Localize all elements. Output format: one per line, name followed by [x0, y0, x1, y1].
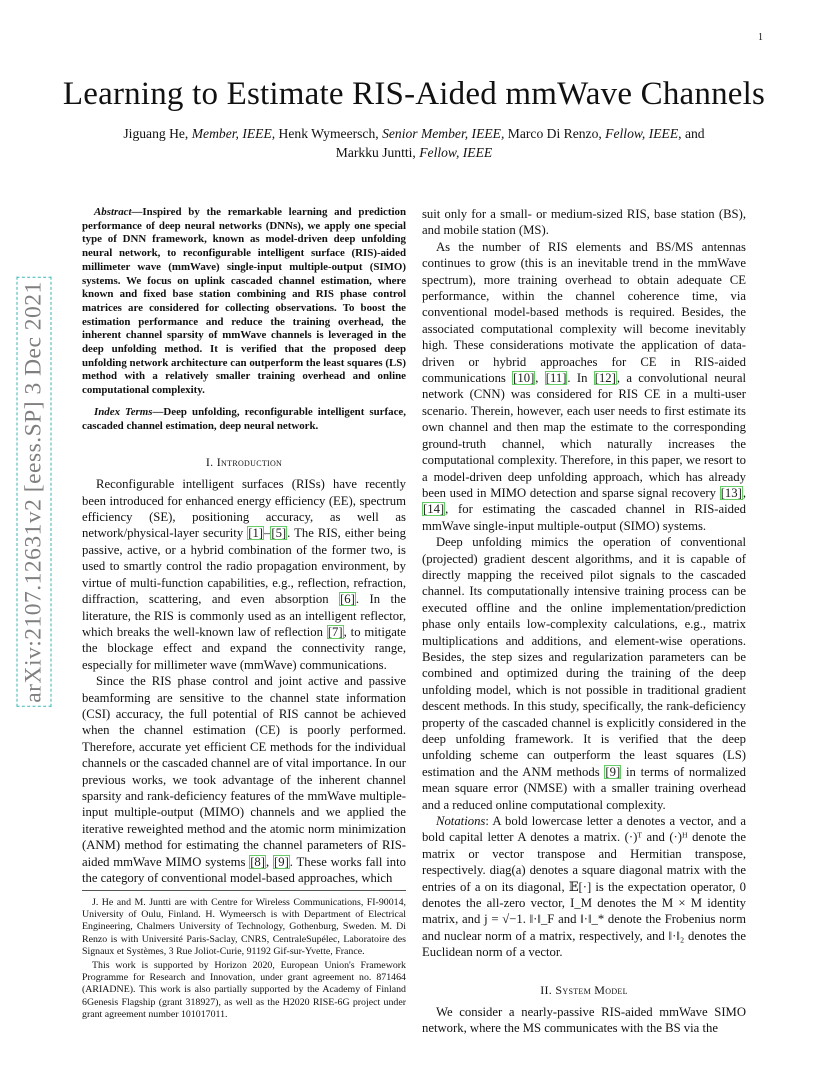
- body-text: . These works fall into the category of conventional model-based approaches, which: [82, 854, 406, 885]
- section-number: II.: [540, 982, 556, 997]
- citation-link[interactable]: [5]: [271, 526, 287, 541]
- author-role: Fellow, IEEE: [605, 126, 679, 141]
- section-heading-system-model: [422, 983, 746, 998]
- body-text: . The RIS, either being passive, active, or a hybrid combination of the former two, is used to smartly control the radio propagation environment, by virtue of multi-function capabilities, e.g., reflection, refraction, diffraction, scattering, and even absorption: [82, 526, 406, 607]
- author-separator: , and: [678, 126, 705, 141]
- citation-link[interactable]: [8]: [250, 854, 265, 869]
- intro-paragraph-2: [82, 673, 406, 886]
- citation-link[interactable]: [11]: [545, 371, 567, 386]
- citation-link[interactable]: [13]: [720, 485, 742, 500]
- author-name: Marco Di Renzo,: [504, 126, 606, 141]
- section-heading-introduction: [82, 455, 406, 470]
- author-list: [80, 124, 748, 162]
- citation-link[interactable]: [7]: [327, 624, 343, 639]
- right-column: [422, 206, 746, 1037]
- paper-title: Learning to Estimate RIS-Aided mmWave Channels: [62, 76, 766, 112]
- section-title: System Model: [555, 982, 628, 997]
- citation-link[interactable]: [9]: [274, 854, 289, 869]
- page-number: 1: [758, 32, 763, 43]
- abstract-text: —Inspired by the remarkable learning and prediction performance of deep neural networks (DNNs), we apply one special type of DNN framework, known as model-driven deep unfolding neural network, to reconfigurable intelligent surface (RIS)-aided millimeter wave (mmWave) single-input multiple-output (SIMO) systems. We focus on uplink cascaded channel estimation, where known and fixed base station combining and RIS phase control matrices are considered for collecting observations. To boost the estimation performance and reduce the training overhead, the inherent channel sparsity of mmWave channels is leveraged in the deep unfolding method. It is verified that the proposed deep unfolding network architecture can outperform the least squares (LS) method with a relatively smaller training overhead and online computational complexity.: [82, 206, 406, 397]
- arxiv-stamp[interactable]: arXiv:2107.12631v2 [eess.SP] 3 Dec 2021: [20, 281, 47, 703]
- author-role: Member, IEEE,: [191, 126, 276, 141]
- abstract: [82, 206, 406, 398]
- citation-link[interactable]: [1]: [248, 526, 264, 541]
- abstract-label: Abstract: [94, 206, 132, 218]
- body-text: ,: [742, 485, 746, 500]
- author-line-1: [80, 124, 748, 143]
- deep-unfolding-paragraph: [422, 534, 746, 813]
- notations-paragraph: [422, 813, 746, 961]
- body-text: Reconfigurable intelligent surfaces (RISs) have recently been introduced for enhanced energy efficiency (EE), spectrum efficiency (SE), positioning accuracy, as well as network/physical-layer security: [82, 477, 406, 541]
- left-column: [82, 206, 406, 886]
- author-line-2: [80, 143, 748, 162]
- footnote-affiliations: J. He and M. Juntti are with Centre for Wireless Communications, FI-90014, University of Oulu, Finland. H. Wymeersch is with Department of Electrical Engineering, Chalmers University of Technology, Gothenburg, Sweden. M. Di Renzo is with Université Paris-Saclay, CNRS, CentraleSupélec, Laboratoire des Signaux et Systèmes, 3 Rue Joliot-Curie, 91192 Gif-sur-Yvette, France.: [82, 897, 406, 957]
- author-name: Jiguang He,: [123, 126, 192, 141]
- body-text: –: [264, 526, 271, 541]
- continued-paragraph: suit only for a small- or medium-sized RIS, base station (BS), and mobile station (MS).: [422, 207, 746, 238]
- index-terms: [82, 406, 406, 433]
- system-model-paragraph: We consider a nearly-passive RIS-aided mmWave SIMO network, where the MS communicates with the BS via the: [422, 1004, 746, 1036]
- notations-text: : A bold lowercase letter a denotes a vector, and a bold capital letter A denotes a matrix. (·)ᵀ and (·)ᴴ denote the matrix or vector transpose and Hermitian transpose, respectively. diag(a) denotes a square diagonal matrix with the entries of a on its diagonal, 𝔼[·] is the expectation operator, 0 denotes the all-zero vector, I_M denotes the M × M identity matrix, and j = √−1. ‖·‖_F and ‖·‖_* denote the Frobenius norm and nuclear norm of a matrix, respectively, and ‖·‖₂ denotes the Euclidean norm of a vector.: [422, 814, 746, 960]
- body-text: Since the RIS phase control and joint active and passive beamforming are sensitive to the channel state information (CSI) accuracy, the full potential of RIS cannot be achieved when the channel estimation (CE) is poorly performed. Therefore, accurate yet efficient CE methods for the individual channels or the cascaded channel are of vital importance. In our previous works, we took advantage of the inherent channel sparsity and rank-deficiency features of the mmWave multiple-input multiple-output (MIMO) channels and we applied the iterative reweighted method and the atomic norm minimization (ANM) method for estimating the channel parameters of RIS-aided mmWave MIMO systems: [82, 674, 406, 869]
- notations-label: Notations: [436, 814, 486, 829]
- body-text: . In: [567, 371, 594, 386]
- index-terms-label: Index Terms: [94, 405, 153, 418]
- citation-link[interactable]: [12]: [594, 371, 616, 386]
- body-text: ,: [535, 371, 545, 386]
- author-name: Markku Juntti,: [335, 145, 420, 160]
- body-text: , for estimating the cascaded channel in RIS-aided mmWave single-input multiple-output (SIMO) systems.: [422, 502, 746, 533]
- section-title: Introduction: [216, 455, 283, 470]
- body-text: Deep unfolding mimics the operation of conventional (projected) gradient descent algorithms, and it is capable of directly mapping the received pilot signals to the cascaded channel. Its computationally intensive training process can be executed offline and the online implementation/prediction phase only entails low-complexity calculations, e.g., matrix multiplications and additions, and element-wise operations. Besides, the step sizes and regularization parameters can be combined and optimized during the training of the deep unfolding model, which is not possible in traditional gradient descent methods. In this study, specifically, the rank-deficiency property of the cascaded channel is explicitly considered in the deep unfolding framework. It is verified that the deep unfolding scheme can outperform the least squares (LS) estimation and the ANM methods: [422, 535, 746, 779]
- author-role: Senior Member, IEEE,: [382, 126, 505, 141]
- body-text: , to mitigate the blockage effect and expand the connectivity range, especially for millimeter wave (mmWave) communications.: [82, 624, 406, 672]
- citation-link[interactable]: [9]: [605, 764, 621, 779]
- author-name: Henk Wymeersch,: [275, 126, 383, 141]
- citation-link[interactable]: [10]: [513, 371, 535, 386]
- body-text: As the number of RIS elements and BS/MS antennas continues to grow (this is an inevitable trend in the mmWave spectrum), more training overhead to obtain adequate CE performance, within the channel coherence time, via conventional model-based methods is required. Besides, the associated computational complexity will become inevitably high. These considerations motivate the application of data-driven or hybrid approaches for CE in RIS-aided communications: [422, 239, 746, 386]
- intro-paragraph-1: [82, 476, 406, 673]
- index-terms-text: —Deep unfolding, reconfigurable intelligent surface, cascaded channel estimation, deep neural network.: [82, 405, 406, 432]
- body-text: . In the literature, the RIS is commonly used as an intelligent reflector, which breaks the well-known law of reflection: [82, 592, 406, 639]
- footnote-funding: This work is supported by Horizon 2020, European Union's Framework Programme for Research and Innovation, under grant agreement no. 871464 (ARIADNE). This work is also partially supported by the Academy of Finland 6Genesis Flagship (grant 318927), as well as the H2020 RISE-6G project under grant agreement number 101017011.: [82, 960, 406, 1020]
- author-role: Fellow, IEEE: [419, 145, 493, 160]
- body-text: , a convolutional neural network (CNN) was considered for RIS CE in a multi-user scenario. Therein, however, each user needs to first estimate its own channel and then map the estimate to the corresponding ground-truth channel, which naturally increases the computational complexity. Therefore, in this paper, we resort to a model-driven deep unfolding approach, which has already been used in MIMO detection and sparse signal recovery: [422, 371, 746, 500]
- motivation-paragraph: [422, 239, 746, 534]
- citation-link[interactable]: [14]: [423, 502, 445, 517]
- section-number: I.: [205, 455, 217, 470]
- body-text: ,: [266, 854, 273, 869]
- citation-link[interactable]: [6]: [340, 592, 355, 607]
- footnotes: [82, 890, 406, 1023]
- body-text: in terms of normalized mean square error (NMSE) with a smaller training overhead and a reduced online computational complexity.: [422, 764, 746, 812]
